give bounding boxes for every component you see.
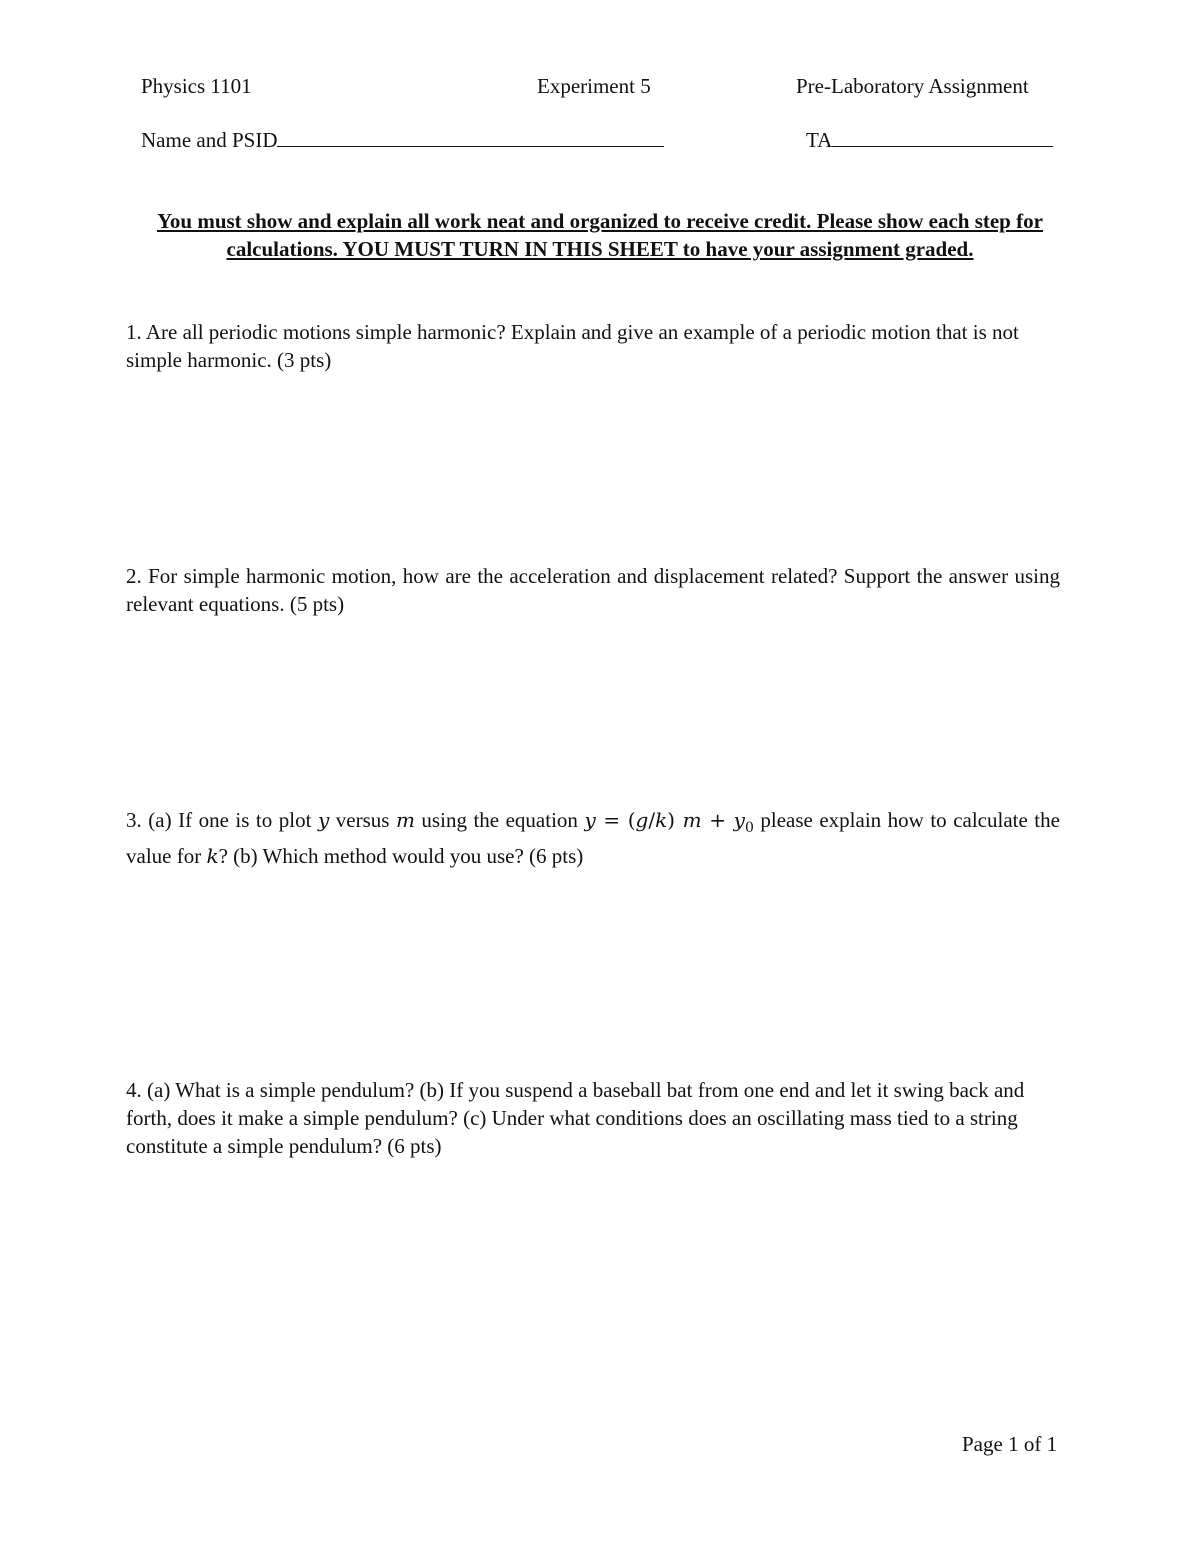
ta-field[interactable] <box>806 128 1053 153</box>
question-3: 3. (a) If one is to plot y versus m using the equation y = (g/k) $m + y_0$ please explain how to calculate the value for k? (b) Which method would you use? (6 pts) <box>126 808 1060 868</box>
name-psid-blank[interactable] <box>277 128 664 147</box>
question-4: 4. (a) What is a simple pendulum? (b) If you suspend a baseball bat from one end and let it swing back and forth, does it make a simple pendulum? (c) Under what conditions does an oscillating mass tied to a string constitute a simple pendulum? (6 pts) <box>126 1078 1025 1158</box>
math-var-k: k <box>206 844 219 868</box>
page-number: Page 1 of 1 <box>962 1432 1058 1456</box>
course-title: Physics 1101 <box>141 74 252 98</box>
math-var-y: y <box>317 808 330 832</box>
assignment-title: Pre-Laboratory Assignment <box>796 74 1029 98</box>
experiment-title: Experiment 5 <box>537 74 651 98</box>
ta-label: TA <box>806 128 833 152</box>
equation-y: y <box>584 808 596 832</box>
equation-y0: $y_0$ <box>733 808 754 836</box>
instructions: You must show and explain all work neat and organized to receive credit. Please show each step for calculations. YOU MUST TURN IN THIS SHEET to have your assignment graded. <box>157 209 1043 261</box>
question-1: 1. Are all periodic motions simple harmonic? Explain and give an example of a periodic motion that is not simple harmonic. (3 pts) <box>126 320 1019 372</box>
math-var-m: m <box>395 808 415 832</box>
name-psid-field[interactable] <box>141 128 664 153</box>
question-2: 2. For simple harmonic motion, how are the acceleration and displacement related? Support the answer using relevant equations. (5 pts) <box>126 564 1060 616</box>
ta-blank[interactable] <box>832 128 1053 147</box>
name-psid-label: Name and PSID <box>141 128 278 152</box>
